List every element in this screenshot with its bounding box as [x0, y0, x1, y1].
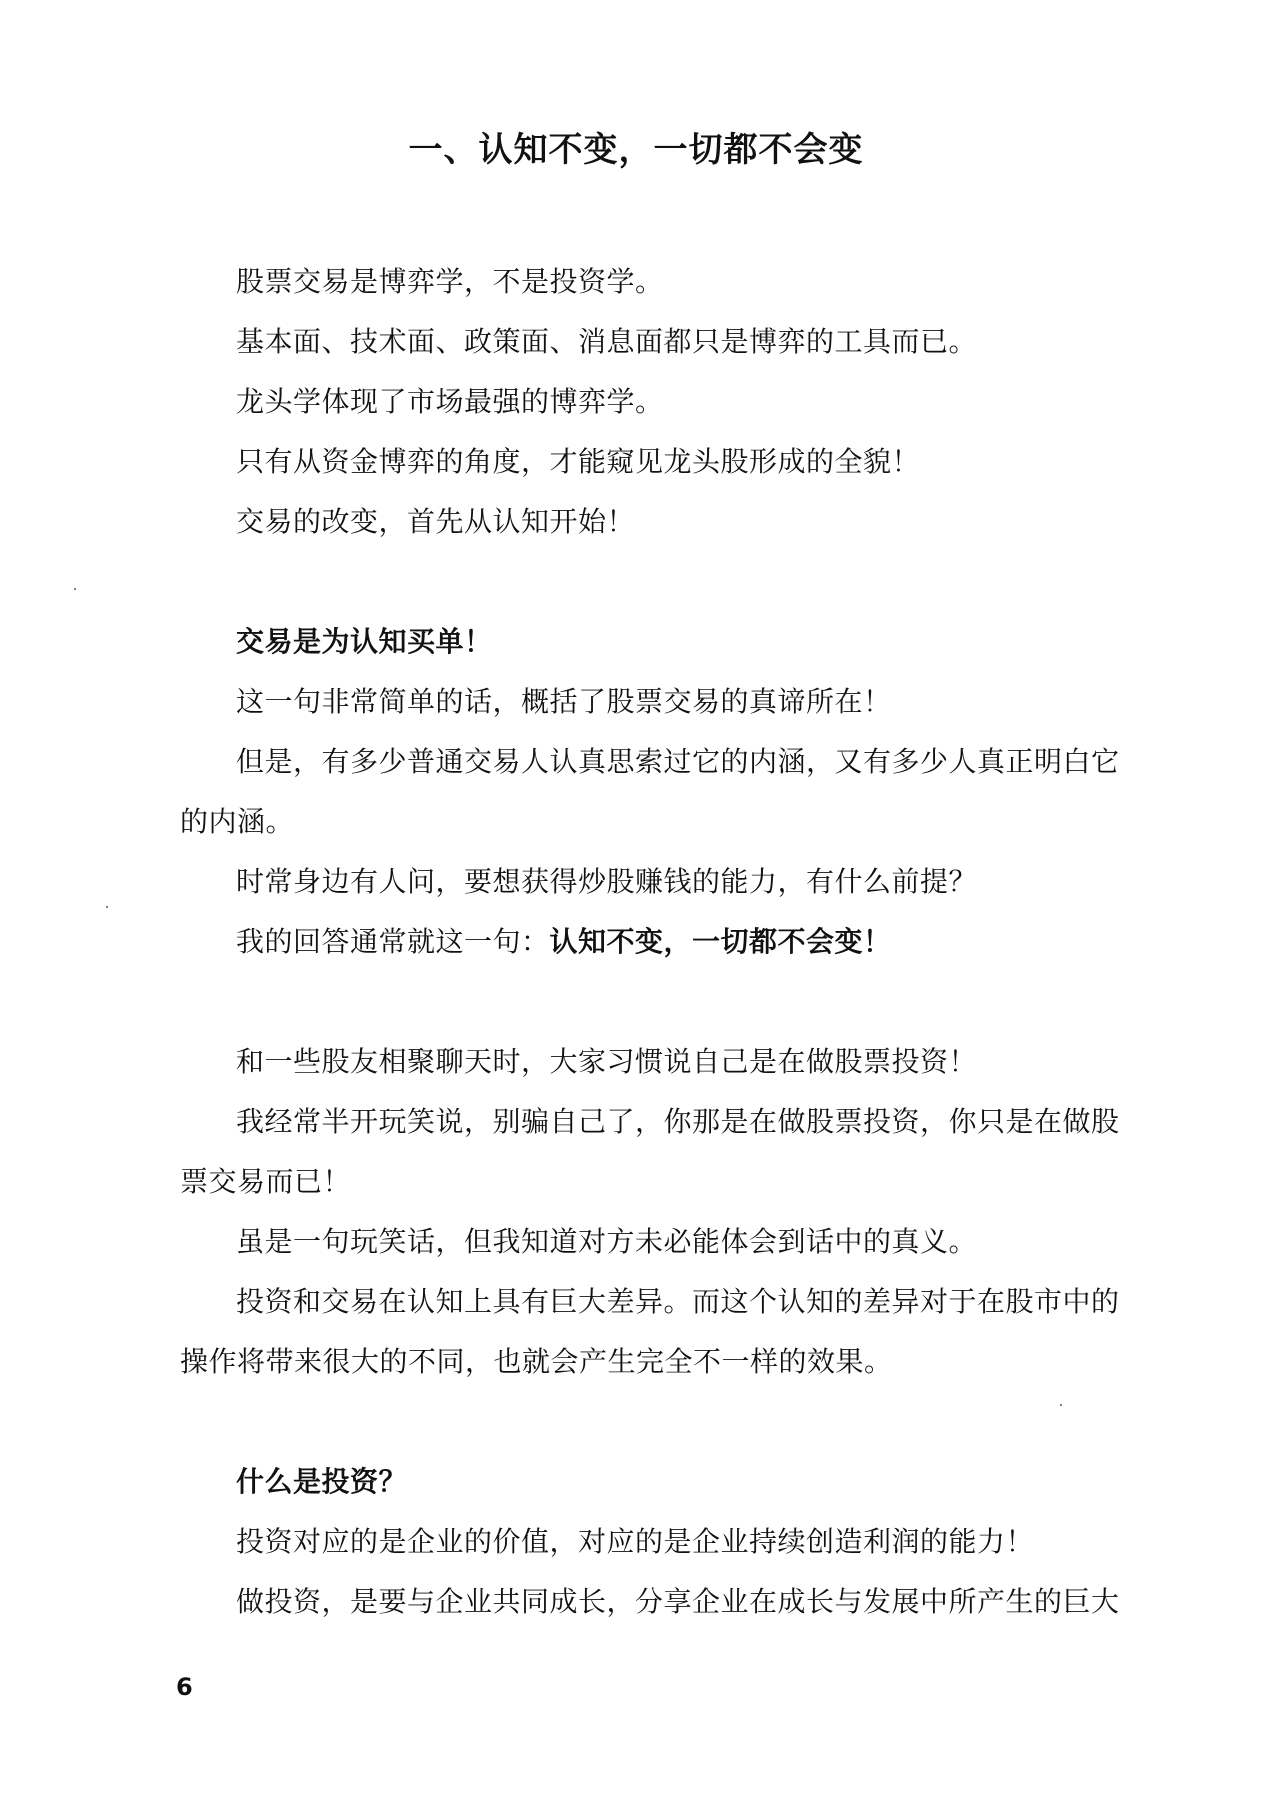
paragraph-line [236, 924, 892, 960]
paragraph-line: 的内涵。 [180, 805, 295, 838]
page-title: 一、认知不变，一切都不会变 [408, 130, 864, 170]
paragraph-line: 操作将带来很大的不同，也就会产生完全不一样的效果。 [180, 1345, 893, 1378]
paragraph-line: 只有从资金博弈的角度，才能窥见龙头股形成的全貌！ [236, 445, 921, 478]
paragraph-line: 投资和交易在认知上具有巨大差异。而这个认知的差异对于在股市中的 [236, 1285, 1120, 1318]
section-heading: 交易是为认知买单！ [236, 625, 493, 658]
paragraph-line: 基本面、技术面、政策面、消息面都只是博弈的工具而已。 [236, 325, 978, 358]
page-number: 6 [176, 1673, 193, 1701]
section-heading: 什么是投资？ [236, 1465, 408, 1498]
paragraph-line: 交易的改变，首先从认知开始！ [236, 505, 636, 538]
answer-prefix: 我的回答通常就这一句： [236, 925, 550, 958]
answer-emphasis: 认知不变，一切都不会变！ [549, 925, 892, 958]
paragraph-line: 和一些股友相聚聊天时，大家习惯说自己是在做股票投资！ [236, 1045, 978, 1078]
paragraph-line: 时常身边有人问，要想获得炒股赚钱的能力，有什么前提？ [236, 865, 978, 898]
paragraph-line: 这一句非常简单的话，概括了股票交易的真谛所在！ [236, 685, 892, 718]
paragraph-line: 但是，有多少普通交易人认真思索过它的内涵，又有多少人真正明白它 [236, 745, 1120, 778]
paragraph-line: 我经常半开玩笑说，别骗自己了，你那是在做股票投资，你只是在做股 [236, 1105, 1120, 1138]
paragraph-line: 做投资，是要与企业共同成长，分享企业在成长与发展中所产生的巨大 [236, 1585, 1120, 1618]
scan-speck [74, 588, 76, 590]
paragraph-line: 投资对应的是企业的价值，对应的是企业持续创造利润的能力！ [236, 1525, 1035, 1558]
paragraph-line: 票交易而已！ [180, 1165, 352, 1198]
scan-speck [106, 906, 108, 908]
paragraph-line: 股票交易是博弈学，不是投资学。 [236, 265, 664, 298]
scan-speck [1060, 1404, 1062, 1406]
paragraph-line: 虽是一句玩笑话，但我知道对方未必能体会到话中的真义。 [236, 1225, 978, 1258]
paragraph-line: 龙头学体现了市场最强的博弈学。 [236, 385, 664, 418]
